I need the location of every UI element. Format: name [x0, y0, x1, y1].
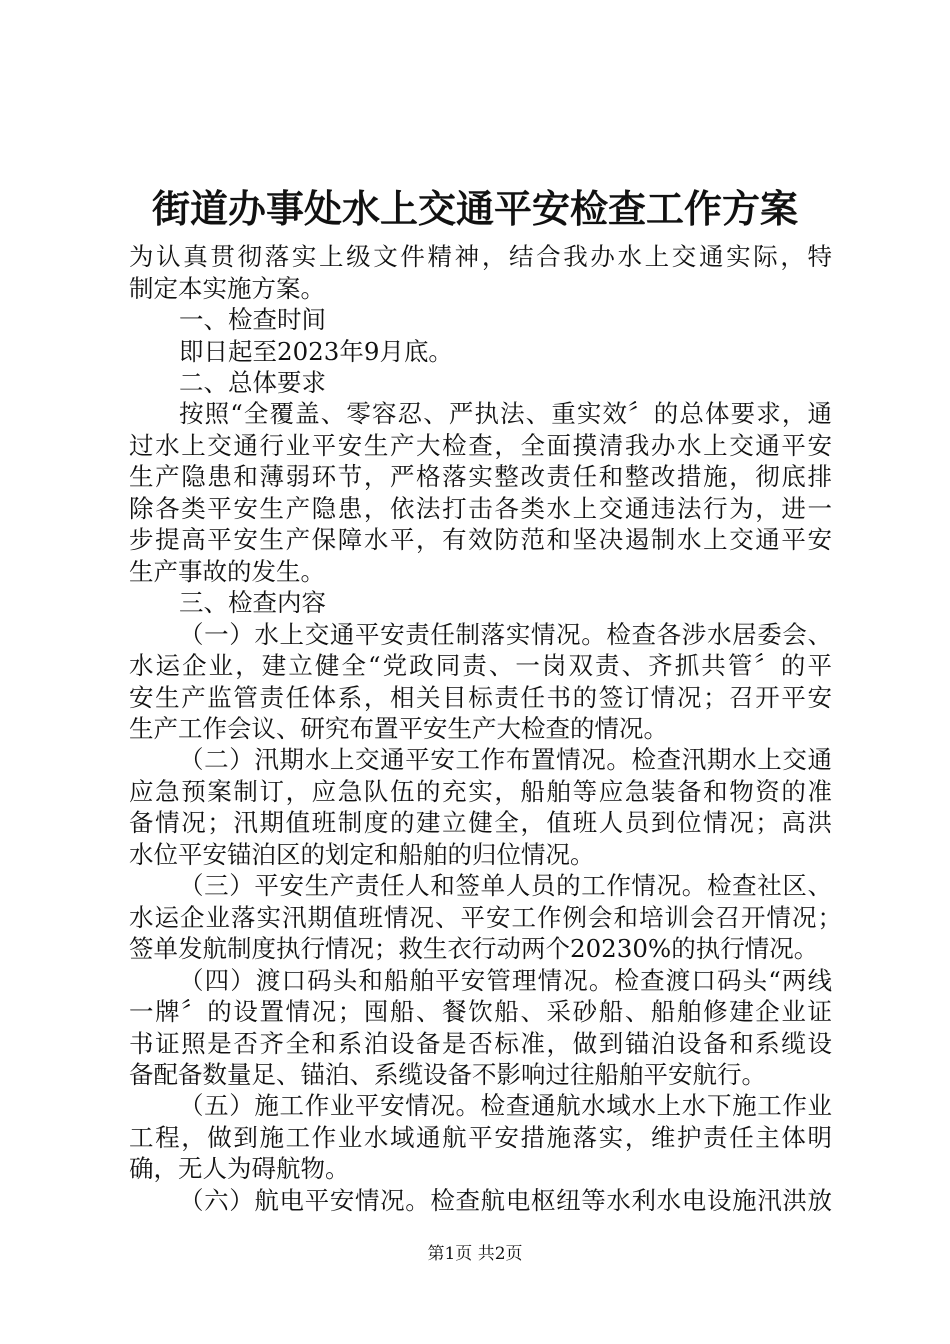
- body-line: 备情况；汛期值班制度的建立健全，值班人员到位情况；高洪: [129, 808, 832, 837]
- body-line: 书证照是否齐全和系泊设备是否标准，做到锚泊设备和系缆设: [129, 1029, 832, 1058]
- body-line: 除各类平安生产隐患，依法打击各类水上交通违法行为，进一: [129, 494, 832, 523]
- body-line: 应急预案制订，应急队伍的充实，船舶等应急装备和物资的准: [129, 777, 832, 806]
- body-line: 为认真贯彻落实上级文件精神，结合我办水上交通实际，特: [129, 242, 832, 271]
- body-line: 即日起至2023年9月底。: [179, 337, 453, 366]
- body-line: 工程，做到施工作业水域通航平安措施落实，维护责任主体明: [129, 1123, 832, 1152]
- body-line: 一、检查时间: [179, 305, 326, 334]
- body-line: （三）平安生产责任人和签单人员的工作情况。检查社区、: [179, 871, 832, 900]
- body-line: 三、检查内容: [179, 588, 326, 617]
- body-line: 确，无人为碍航物。: [129, 1154, 350, 1183]
- body-line: 制定本实施方案。: [129, 274, 325, 303]
- body-line: 过水上交通行业平安生产大检查，全面摸清我办水上交通平安: [129, 431, 832, 460]
- body-line: 按照“全覆盖、零容忍、严执法、重实效〞的总体要求，通: [179, 399, 832, 428]
- body-line: 生产隐患和薄弱环节，严格落实整改责任和整改措施，彻底排: [129, 462, 832, 491]
- body-line: 水位平安锚泊区的划定和船舶的归位情况。: [129, 840, 595, 869]
- body-line: （二）汛期水上交通平安工作布置情况。检查汛期水上交通: [179, 745, 832, 774]
- document-title: 街道办事处水上交通平安检查工作方案: [151, 186, 798, 231]
- body-line: 安生产监管责任体系，相关目标责任书的签订情况；召开平安: [129, 683, 832, 712]
- body-line: （四）渡口码头和船舶平安管理情况。检查渡口码头“两线: [179, 966, 832, 995]
- body-line: 水运企业，建立健全“党政同责、一岗双责、齐抓共管〞的平: [129, 651, 832, 680]
- body-line: 步提高平安生产保障水平，有效防范和坚决遏制水上交通平安: [129, 525, 832, 554]
- body-line: 二、总体要求: [179, 368, 326, 397]
- body-line: 水运企业落实汛期值班情况、平安工作例会和培训会召开情况；: [129, 903, 842, 932]
- body-line: 一牌〞的设置情况；囤船、餐饮船、采砂船、船舶修建企业证: [129, 997, 832, 1026]
- body-line: （一）水上交通平安责任制落实情况。检查各涉水居委会、: [179, 620, 832, 649]
- body-line: 签单发航制度执行情况；救生衣行动两个20230%的执行情况。: [129, 934, 819, 963]
- body-line: 生产事故的发生。: [129, 557, 325, 586]
- body-line: （六）航电平安情况。检查航电枢纽等水利水电设施汛洪放: [179, 1186, 832, 1215]
- body-line: 备配备数量足、锚泊、系缆设备不影响过往船舶平安航行。: [129, 1060, 766, 1089]
- body-line: （五）施工作业平安情况。检查通航水域水上水下施工作业: [179, 1091, 832, 1120]
- page-footer: 第1页 共2页: [427, 1244, 523, 1264]
- body-line: 生产工作会议、研究布置平安生产大检查的情况。: [129, 714, 668, 743]
